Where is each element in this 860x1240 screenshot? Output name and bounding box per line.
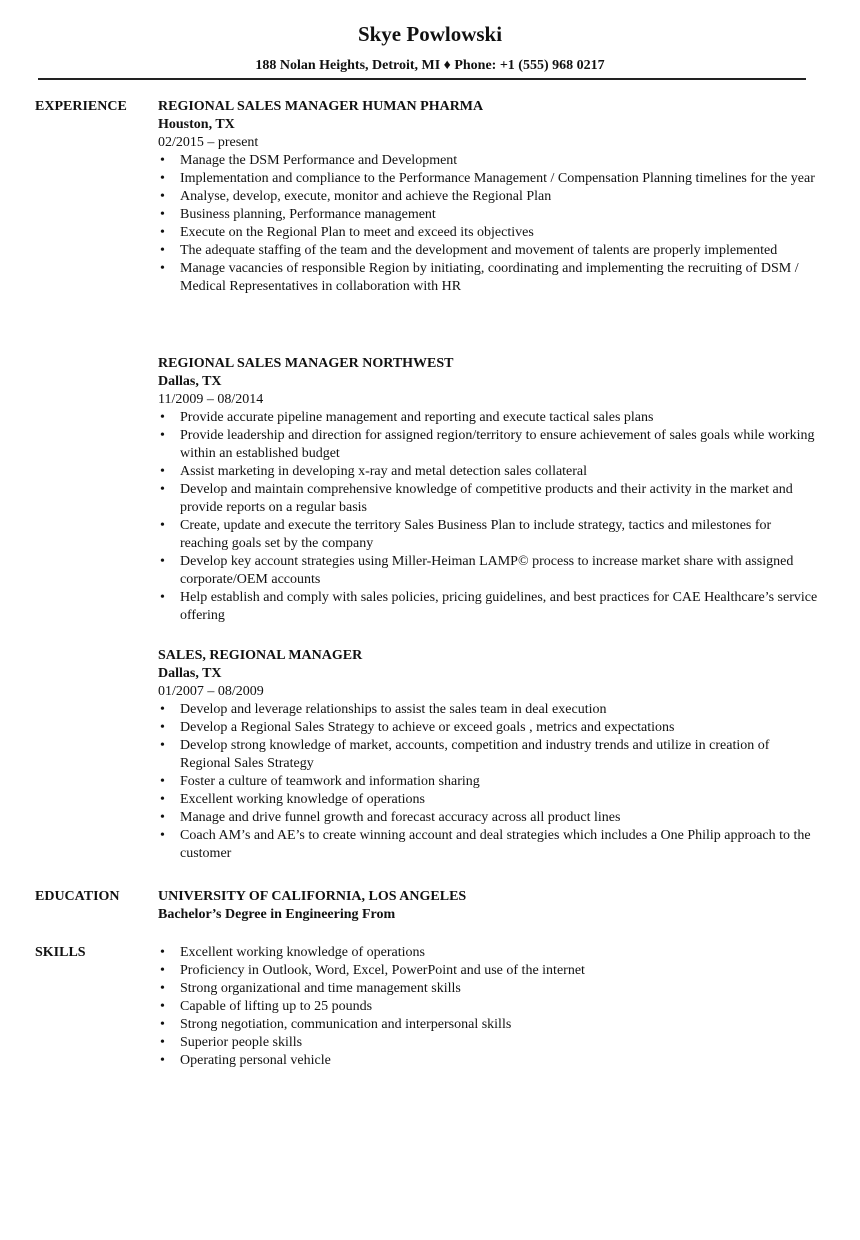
- skill-item: • Operating personal vehicle: [158, 1052, 818, 1070]
- bullet-item: • Business planning, Performance management: [158, 206, 818, 224]
- job-bullet-list: [158, 701, 818, 863]
- bullet-item: • Create, update and execute the territory Sales Business Plan to include strategy, tactics and milestones for reaching goals set by the company: [158, 517, 818, 553]
- bullet-item: • Manage and drive funnel growth and forecast accuracy across all product lines: [158, 809, 818, 827]
- skills-entry: [158, 944, 818, 1070]
- job-dates: 11/2009 – 08/2014: [158, 392, 264, 407]
- job-entry: [158, 647, 818, 863]
- job-title: SALES, REGIONAL MANAGER: [158, 648, 363, 663]
- school-name: UNIVERSITY OF CALIFORNIA, LOS ANGELES: [158, 889, 467, 904]
- section-title-experience: EXPERIENCE: [35, 99, 127, 114]
- skill-item: • Strong organizational and time management skills: [158, 980, 818, 998]
- skill-item: • Proficiency in Outlook, Word, Excel, PowerPoint and use of the internet: [158, 962, 818, 980]
- job-entry: [158, 98, 818, 296]
- job-dates: 02/2015 – present: [158, 135, 259, 150]
- bullet-item: • The adequate staffing of the team and the development and movement of talents are properly implemented: [158, 242, 818, 260]
- bullet-item: • Develop a Regional Sales Strategy to achieve or exceed goals , metrics and expectations: [158, 719, 818, 737]
- skill-item: • Strong negotiation, communication and interpersonal skills: [158, 1016, 818, 1034]
- job-dates: 01/2007 – 08/2009: [158, 684, 264, 699]
- section-title-education: EDUCATION: [35, 889, 120, 904]
- job-location: Dallas, TX: [158, 374, 222, 389]
- candidate-name: Skye Powlowski: [357, 22, 503, 46]
- bullet-item: • Assist marketing in developing x-ray and metal detection sales collateral: [158, 463, 818, 481]
- bullet-item: • Implementation and compliance to the Performance Management / Compensation Planning timelines for the year: [158, 170, 818, 188]
- header-divider: [38, 78, 806, 80]
- bullet-item: • Execute on the Regional Plan to meet and exceed its objectives: [158, 224, 818, 242]
- job-title: REGIONAL SALES MANAGER HUMAN PHARMA: [158, 99, 484, 114]
- bullet-item: • Analyse, develop, execute, monitor and achieve the Regional Plan: [158, 188, 818, 206]
- bullet-item: • Develop and maintain comprehensive knowledge of competitive products and their activity in the market and provide reports on a regular basis: [158, 481, 818, 517]
- bullet-item: • Develop and leverage relationships to assist the sales team in deal execution: [158, 701, 818, 719]
- section-title-skills: SKILLS: [35, 945, 86, 960]
- bullet-item: • Develop strong knowledge of market, accounts, competition and industry trends and utilize in creation of Regional Sales Strategy: [158, 737, 818, 773]
- bullet-item: • Develop key account strategies using Miller-Heiman LAMP© process to increase market share with assigned corporate/OEM accounts: [158, 553, 818, 589]
- bullet-item: • Excellent working knowledge of operations: [158, 791, 818, 809]
- job-bullet-list: [158, 152, 818, 296]
- contact-line: 188 Nolan Heights, Detroit, MI ♦ Phone: +1 (555) 968 0217: [255, 58, 605, 73]
- job-bullet-list: [158, 409, 818, 625]
- bullet-item: • Coach AM’s and AE’s to create winning account and deal strategies which includes a One Philip approach to the customer: [158, 827, 818, 863]
- degree: Bachelor’s Degree in Engineering From: [158, 907, 396, 922]
- skills-list: [158, 944, 818, 1070]
- skill-item: • Capable of lifting up to 25 pounds: [158, 998, 818, 1016]
- job-title: REGIONAL SALES MANAGER NORTHWEST: [158, 356, 454, 371]
- bullet-item: • Help establish and comply with sales policies, pricing guidelines, and best practices for CAE Healthcare’s service offering: [158, 589, 818, 625]
- bullet-item: • Provide leadership and direction for assigned region/territory to ensure achievement of sales goals while working within an established budget: [158, 427, 818, 463]
- education-entry: [158, 888, 818, 924]
- bullet-item: • Provide accurate pipeline management and reporting and execute tactical sales plans: [158, 409, 818, 427]
- skill-item: • Excellent working knowledge of operations: [158, 944, 818, 962]
- job-location: Dallas, TX: [158, 666, 222, 681]
- job-location: Houston, TX: [158, 117, 235, 132]
- bullet-item: • Manage the DSM Performance and Development: [158, 152, 818, 170]
- bullet-item: • Foster a culture of teamwork and information sharing: [158, 773, 818, 791]
- job-entry: [158, 355, 818, 625]
- skill-item: • Superior people skills: [158, 1034, 818, 1052]
- bullet-item: • Manage vacancies of responsible Region by initiating, coordinating and implementing the recruiting of DSM / Medical Representatives in collaboration with HR: [158, 260, 818, 296]
